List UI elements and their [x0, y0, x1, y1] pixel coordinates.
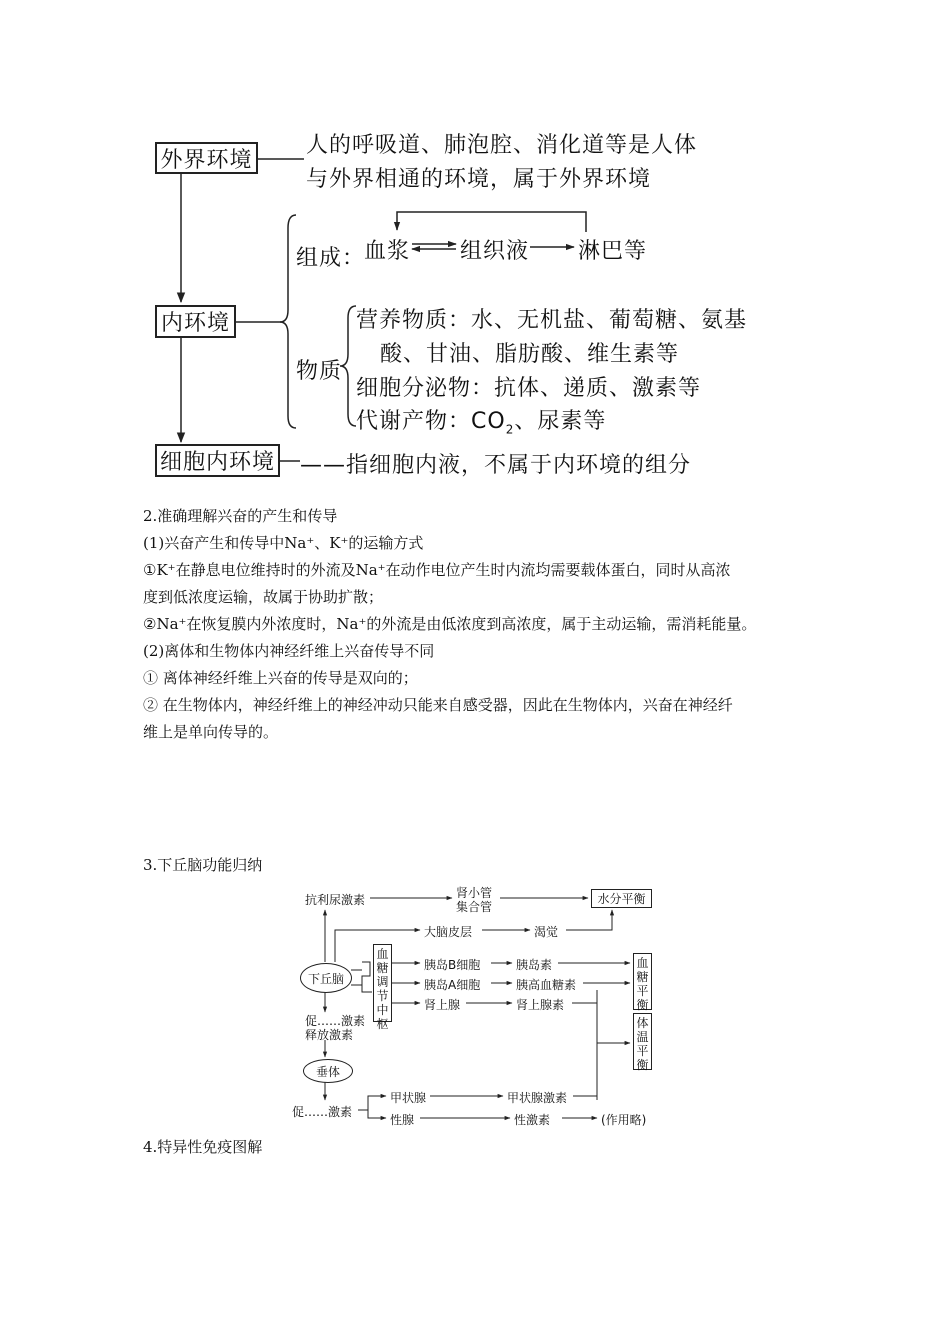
temp-balance-label: 体温平衡 — [636, 1016, 649, 1072]
releasing-hormone-label-2: 释放激素 — [305, 1028, 354, 1042]
adrenaline-label: 肾上腺素 — [516, 998, 565, 1012]
section3-heading: 3.下丘脑功能归纳 — [143, 856, 263, 874]
thyroid-label: 甲状腺 — [390, 1091, 427, 1105]
sugar-balance-box — [633, 953, 652, 1010]
section2-p1: (1)兴奋产生和传导中Na⁺、K⁺的运输方式 — [143, 534, 424, 552]
section2-p2b: 度到低浓度运输，故属于协助扩散； — [143, 588, 384, 606]
hypothalamus-oval — [300, 963, 352, 993]
water-balance-box — [591, 889, 652, 908]
pituitary-oval — [303, 1059, 353, 1083]
section2-heading: 2.准确理解兴奋的产生和传导 — [143, 507, 338, 525]
alpha-cell-label: 胰岛A细胞 — [424, 978, 481, 992]
section2-p6b: 维上是单向传导的。 — [143, 723, 279, 741]
pituitary-label: 垂体 — [315, 1064, 340, 1079]
kidney-tubule-label: 肾小管 — [456, 886, 493, 900]
tissue-fluid-label: 组织液 — [460, 239, 530, 264]
outer-environment-desc-2: 与外界相通的环境，属于外界环境 — [306, 167, 652, 192]
section2-p4: (2)离体和生物体内神经纤维上兴奋传导不同 — [143, 642, 435, 660]
cortex-label: 大脑皮层 — [424, 925, 473, 939]
temp-balance-box — [633, 1013, 652, 1070]
plasma-label: 血浆 — [364, 239, 411, 264]
cell-environment-desc: ——指细胞内液，不属于内环境的组分 — [300, 453, 692, 478]
substance-nutrients-2: 酸、甘油、脂肪酸、维生素等 — [380, 342, 680, 367]
sugar-center-box — [373, 944, 392, 1031]
section2-p6a: ② 在生物体内，神经纤维上的神经冲动只能来自感受器，因此在生物体内，兴奋在神经纤 — [143, 696, 733, 714]
lymph-label: 淋巴等 — [578, 239, 648, 264]
hypothalamus-label: 下丘脑 — [307, 971, 344, 986]
composition-label: 组成： — [296, 246, 366, 271]
substance-metabolites: 代谢产物：$CO_2$、尿素等 — [356, 409, 607, 437]
collecting-duct-label: 集合管 — [456, 900, 493, 914]
cell-environment-label: 细胞内环境 — [159, 450, 275, 475]
section4-heading: 4.特异性免疫图解 — [143, 1138, 263, 1156]
releasing-hormone-label-1: 促……激素 — [305, 1014, 366, 1028]
adh-label: 抗利尿激素 — [305, 893, 366, 907]
sex-hormone-label: 性激素 — [514, 1113, 551, 1127]
insulin-label: 胰岛素 — [516, 958, 553, 972]
section2-p3: ②Na⁺在恢复膜内外浓度时，Na⁺的外流是由低浓度到高浓度，属于主动运输，需消耗能量。 — [143, 615, 757, 633]
water-balance-label: 水分平衡 — [597, 892, 646, 906]
sugar-balance-label: 血糖平衡 — [636, 956, 649, 1012]
substance-label: 物质 — [296, 359, 343, 384]
substance-secretions: 细胞分泌物：抗体、递质、激素等 — [356, 376, 702, 401]
sugar-center-label: 血糖调节中枢 — [376, 947, 389, 1031]
adrenal-label: 肾上腺 — [424, 998, 461, 1012]
outer-environment-desc-1: 人的呼吸道、肺泡腔、消化道等是人体 — [306, 133, 698, 158]
section2-p2a: ①K⁺在静息电位维持时的外流及Na⁺在动作电位产生时内流均需要载体蛋白，同时从高浓 — [143, 561, 731, 579]
substance-nutrients-1: 营养物质：水、无机盐、葡萄糖、氨基 — [356, 308, 748, 333]
tropic-hormone-label: 促……激素 — [292, 1105, 353, 1119]
glucagon-label: 胰高血糖素 — [516, 978, 577, 992]
beta-cell-label: 胰岛B细胞 — [424, 958, 481, 972]
outer-environment-label: 外界环境 — [160, 147, 253, 173]
thirst-label: 渴觉 — [534, 925, 559, 939]
thyroxine-label: 甲状腺激素 — [507, 1091, 568, 1105]
section2-p5: ① 离体神经纤维上兴奋的传导是双向的； — [143, 669, 418, 687]
effect-omitted-label: (作用略) — [601, 1113, 647, 1127]
internal-environment-label: 内环境 — [160, 311, 230, 336]
gonad-label: 性腺 — [390, 1113, 415, 1127]
